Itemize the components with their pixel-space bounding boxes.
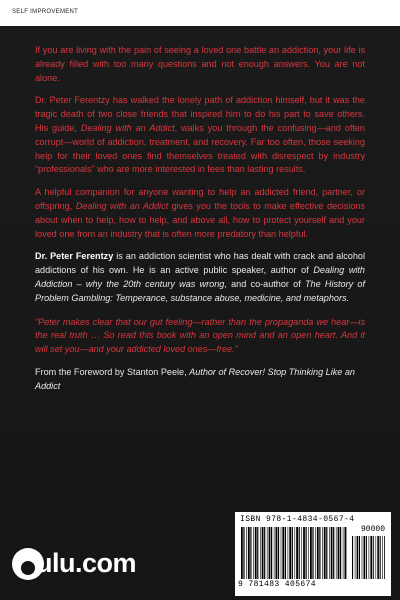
- para2-book-title: Dealing with an Addict: [80, 122, 175, 133]
- endorsement-quote: “Peter makes clear that our gut feeling—rather than the propaganda we hear—is the real truth … So read this book with an open mind and an open heart. And it will set you—and your addicted loved ones—free.”: [35, 316, 365, 355]
- foreword-title: Author of Recover! Stop Thinking Like an Addict: [35, 366, 355, 391]
- intro-paragraph: If you are living with the pain of seeing a loved one battle an addiction, your life is already filled with too many questions and not enough answers. You are not alone.: [35, 45, 365, 83]
- publisher-logo: [12, 544, 140, 584]
- companion-paragraph: [35, 186, 365, 241]
- para2-text-1: Dr. Peter Ferentzy has walked the lonely path of addiction himself, but it was the tragic death of two close friends that inspired him to do his part to save others. His guide,: [35, 95, 365, 133]
- bio-paragraph: [35, 250, 365, 305]
- foreword-text: From the Foreword by Stanton Peele,: [35, 366, 190, 377]
- para3-text-1: A helpful companion for anyone wanting to help an addicted friend, partner, or offspring,: [35, 187, 365, 211]
- bio-book-1: Dealing with Addiction – why the 20th century was wrong: [35, 265, 365, 289]
- barcode-bars-icon: [241, 527, 347, 579]
- category-label: SELF IMPROVEMENT: [12, 9, 79, 15]
- category-strip: [0, 0, 400, 26]
- barcode-addon-bars-icon: [352, 536, 385, 579]
- blurb-content: [35, 44, 365, 403]
- ean-digits: 9 781483 405674: [238, 580, 317, 589]
- bio-book-2: The History of Problem Gambling: Temperance, substance abuse, medicine, and metaphors.: [35, 278, 365, 303]
- logo-text: ulu.com: [36, 548, 137, 578]
- para3-book-title: Dealing with an Addict: [75, 200, 169, 211]
- bio-text-2: , and co-author of: [224, 278, 305, 289]
- author-story-paragraph: [35, 94, 365, 177]
- para2-text-2: , walks you through the confusing—and often corrupt—world of addiction, treatment, and recovery. Far too often, those seeking help for their loved ones find themselves treated with disrespect by industry “professionals” who are more interested in fees than lasting results.: [35, 122, 365, 175]
- isbn-text: ISBN 978-1-4834-0567-4: [240, 515, 355, 524]
- para3-text-2: gives you the tools to make effective decisions about when to help, how to help, and above all, how to protect yourself and your loved one from an industry that is often more predatory than helpful.: [35, 200, 365, 239]
- bio-text-1: is an addiction scientist who has dealt with crack and alcohol addictions of his own. He is an active public speaker, author of: [35, 251, 365, 276]
- bio-author-name: Dr. Peter Ferentzy: [35, 251, 114, 262]
- price-code: 90000: [360, 525, 385, 534]
- foreword-credit: [35, 366, 365, 394]
- barcode-box: [235, 512, 391, 596]
